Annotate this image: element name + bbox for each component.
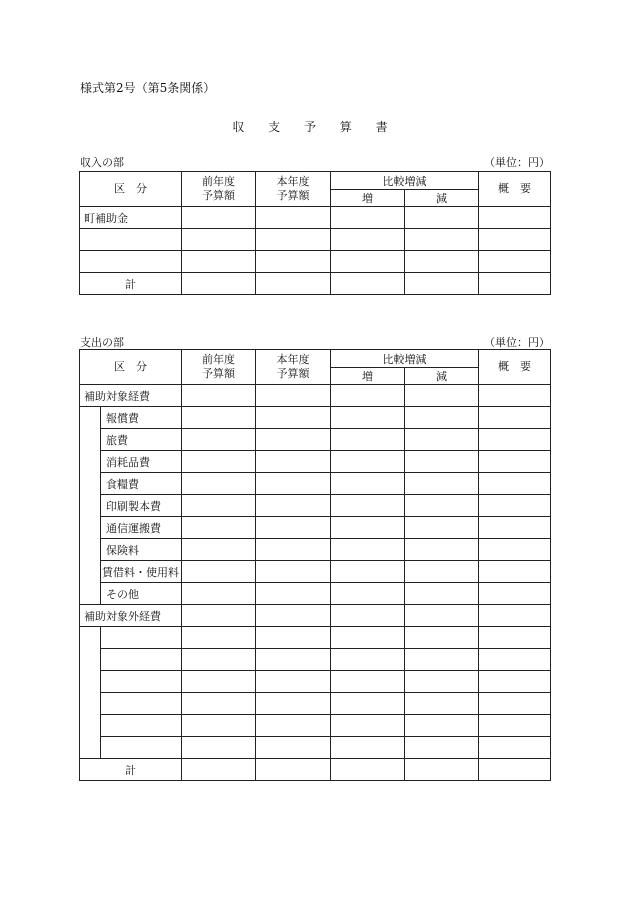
summary-cell[interactable] [479,429,551,451]
expense-item-row [80,429,551,451]
header-prev-budget-line2: 予算額 [202,189,235,202]
income-item-label [80,229,182,251]
header-summary: 概 要 [479,172,551,207]
header-curr-budget-line2: 予算額 [276,367,310,380]
increase-cell[interactable] [331,693,405,715]
curr-budget-cell[interactable] [256,251,331,273]
income-header-row [80,172,551,190]
curr-budget-cell[interactable] [256,229,331,251]
prev-budget-cell[interactable] [182,583,256,605]
header-comparison: 比較増減 [331,350,479,368]
prev-budget-cell[interactable] [182,451,256,473]
title-text: 収 支 予 算 書 [232,120,398,134]
summary-cell[interactable] [479,251,551,273]
expense-item-label[interactable] [101,693,182,715]
income-unit-label: （単位：円） [484,156,550,169]
expense-item-label: その他 [101,583,182,605]
expense-item-row [80,693,551,715]
summary-cell[interactable] [479,649,551,671]
summary-cell[interactable] [479,517,551,539]
expense-item-label[interactable] [101,649,182,671]
prev-budget-cell[interactable] [182,473,256,495]
form-number: 様式第2号（第5条関係） [80,81,216,95]
increase-cell[interactable] [331,671,405,693]
income-total-row [80,273,551,295]
header-decrease: 減 [405,368,479,385]
expense-unit-label: （単位：円） [484,336,550,349]
expense-item-row [80,671,551,693]
increase-cell[interactable] [331,495,405,517]
document-title [0,118,630,135]
income-row [80,229,551,251]
expense-item-row [80,407,551,429]
curr-budget-cell[interactable] [256,583,331,605]
expense-section-label: 支出の部 [80,336,124,349]
increase-cell[interactable] [331,759,405,781]
header-summary: 概 要 [479,350,551,385]
prev-budget-cell[interactable] [182,273,256,295]
summary-cell[interactable] [479,385,551,407]
decrease-cell[interactable] [405,429,479,451]
decrease-cell[interactable] [405,737,479,759]
decrease-cell[interactable] [405,451,479,473]
prev-budget-cell[interactable] [182,539,256,561]
header-curr-budget [256,172,331,207]
expense-item-row [80,561,551,583]
expense-item-label: 消耗品費 [101,451,182,473]
expense-item-row [80,627,551,649]
increase-cell[interactable] [331,385,405,407]
expense-header-row [80,350,551,368]
summary-cell[interactable] [479,495,551,517]
header-increase: 増 [331,368,405,385]
income-item-label: 町補助金 [80,207,182,229]
expense-total-label: 計 [80,759,182,781]
curr-budget-cell[interactable] [256,451,331,473]
decrease-cell[interactable] [405,539,479,561]
summary-cell[interactable] [479,583,551,605]
summary-cell[interactable] [479,715,551,737]
expense-item-label[interactable] [101,715,182,737]
increase-cell[interactable] [331,251,405,273]
curr-budget-cell[interactable] [256,385,331,407]
income-section-label: 収入の部 [80,156,124,169]
header-comparison: 比較増減 [331,172,479,190]
decrease-cell[interactable] [405,407,479,429]
non-subsidized-group-label: 補助対象外経費 [80,605,182,627]
header-prev-budget-line2: 予算額 [202,367,235,380]
decrease-cell[interactable] [405,715,479,737]
expense-item-label[interactable] [101,737,182,759]
increase-cell[interactable] [331,583,405,605]
header-increase: 増 [331,190,405,207]
decrease-cell[interactable] [405,229,479,251]
expense-item-row [80,649,551,671]
increase-cell[interactable] [331,473,405,495]
decrease-cell[interactable] [405,583,479,605]
curr-budget-cell[interactable] [256,759,331,781]
expense-item-label: 保険料 [101,539,182,561]
prev-budget-cell[interactable] [182,693,256,715]
decrease-cell[interactable] [405,495,479,517]
decrease-cell[interactable] [405,273,479,295]
expense-item-label: 食糧費 [101,473,182,495]
increase-cell[interactable] [331,429,405,451]
prev-budget-cell[interactable] [182,671,256,693]
summary-cell[interactable] [479,693,551,715]
header-category: 区 分 [80,172,182,207]
expense-item-row [80,451,551,473]
increase-cell[interactable] [331,715,405,737]
curr-budget-cell[interactable] [256,407,331,429]
increase-cell[interactable] [331,407,405,429]
decrease-cell[interactable] [405,473,479,495]
summary-cell[interactable] [479,605,551,627]
header-curr-budget [256,350,331,385]
expense-item-label[interactable] [101,671,182,693]
header-curr-budget-line1: 本年度 [276,175,310,188]
prev-budget-cell[interactable] [182,407,256,429]
summary-cell[interactable] [479,407,551,429]
header-decrease: 減 [405,190,479,207]
expense-item-label: 旅費 [101,429,182,451]
prev-budget-cell[interactable] [182,627,256,649]
expense-item-label[interactable] [101,627,182,649]
curr-budget-cell[interactable] [256,207,331,229]
header-curr-budget-line2: 予算額 [276,189,310,202]
prev-budget-cell[interactable] [182,759,256,781]
curr-budget-cell[interactable] [256,429,331,451]
curr-budget-cell[interactable] [256,495,331,517]
curr-budget-cell[interactable] [256,649,331,671]
header-curr-budget-line1: 本年度 [276,353,310,366]
decrease-cell[interactable] [405,605,479,627]
curr-budget-cell[interactable] [256,539,331,561]
summary-cell[interactable] [479,207,551,229]
increase-cell[interactable] [331,451,405,473]
summary-cell[interactable] [479,671,551,693]
decrease-cell[interactable] [405,649,479,671]
non-subsidized-indent-cell [80,627,101,759]
prev-budget-cell[interactable] [182,429,256,451]
prev-budget-cell[interactable] [182,649,256,671]
increase-cell[interactable] [331,229,405,251]
increase-cell[interactable] [331,737,405,759]
prev-budget-cell[interactable] [182,561,256,583]
curr-budget-cell[interactable] [256,473,331,495]
expense-item-row [80,539,551,561]
curr-budget-cell[interactable] [256,273,331,295]
expense-item-label: 賃借料・使用料 [101,561,182,583]
curr-budget-cell[interactable] [256,737,331,759]
expense-item-label: 報償費 [101,407,182,429]
increase-cell[interactable] [331,539,405,561]
decrease-cell[interactable] [405,759,479,781]
summary-cell[interactable] [479,229,551,251]
curr-budget-cell[interactable] [256,517,331,539]
summary-cell[interactable] [479,539,551,561]
curr-budget-cell[interactable] [256,627,331,649]
decrease-cell[interactable] [405,207,479,229]
curr-budget-cell[interactable] [256,693,331,715]
expense-item-label: 通信運搬費 [101,517,182,539]
summary-cell[interactable] [479,759,551,781]
expense-item-label: 印刷製本費 [101,495,182,517]
header-prev-budget-line1: 前年度 [202,175,235,188]
increase-cell[interactable] [331,627,405,649]
income-table [79,171,551,295]
prev-budget-cell[interactable] [182,385,256,407]
decrease-cell[interactable] [405,561,479,583]
prev-budget-cell[interactable] [182,715,256,737]
expense-item-row [80,715,551,737]
income-total-label: 計 [80,273,182,295]
prev-budget-cell[interactable] [182,229,256,251]
expense-total-row [80,759,551,781]
header-prev-budget [182,172,256,207]
increase-cell[interactable] [331,207,405,229]
decrease-cell[interactable] [405,385,479,407]
subsidized-group-row [80,385,551,407]
income-row [80,251,551,273]
prev-budget-cell[interactable] [182,207,256,229]
decrease-cell[interactable] [405,671,479,693]
increase-cell[interactable] [331,517,405,539]
decrease-cell[interactable] [405,251,479,273]
decrease-cell[interactable] [405,627,479,649]
decrease-cell[interactable] [405,693,479,715]
income-row [80,207,551,229]
prev-budget-cell[interactable] [182,605,256,627]
curr-budget-cell[interactable] [256,605,331,627]
non-subsidized-group-row [80,605,551,627]
header-prev-budget-line1: 前年度 [202,353,235,366]
increase-cell[interactable] [331,561,405,583]
prev-budget-cell[interactable] [182,737,256,759]
expense-item-row [80,583,551,605]
subsidized-indent-cell [80,407,101,605]
expense-item-row [80,517,551,539]
expense-item-row [80,473,551,495]
prev-budget-cell[interactable] [182,517,256,539]
summary-cell[interactable] [479,451,551,473]
increase-cell[interactable] [331,605,405,627]
header-category: 区 分 [80,350,182,385]
curr-budget-cell[interactable] [256,671,331,693]
summary-cell[interactable] [479,273,551,295]
summary-cell[interactable] [479,473,551,495]
header-prev-budget [182,350,256,385]
expense-table [79,349,551,781]
expense-item-row [80,737,551,759]
curr-budget-cell[interactable] [256,715,331,737]
prev-budget-cell[interactable] [182,495,256,517]
summary-cell[interactable] [479,561,551,583]
income-item-label [80,251,182,273]
increase-cell[interactable] [331,649,405,671]
curr-budget-cell[interactable] [256,561,331,583]
summary-cell[interactable] [479,737,551,759]
increase-cell[interactable] [331,273,405,295]
subsidized-group-label: 補助対象経費 [80,385,182,407]
prev-budget-cell[interactable] [182,251,256,273]
summary-cell[interactable] [479,627,551,649]
expense-item-row [80,495,551,517]
decrease-cell[interactable] [405,517,479,539]
